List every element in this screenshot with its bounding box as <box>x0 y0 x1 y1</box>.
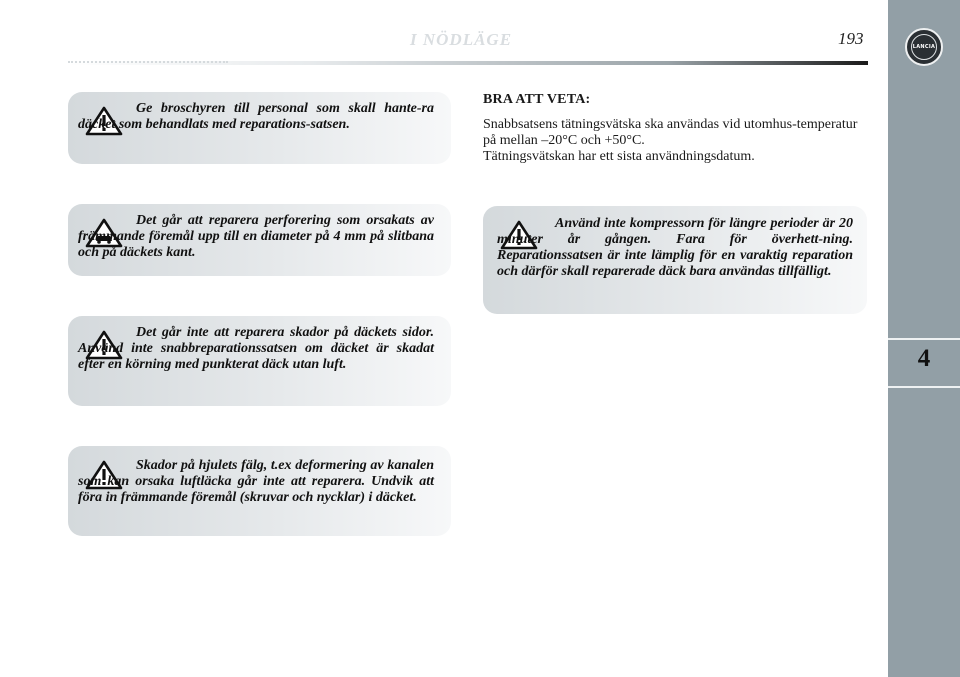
logo-text: LANCIA <box>912 44 936 50</box>
warning-box <box>68 92 451 164</box>
warning-box <box>68 446 451 536</box>
info-body <box>483 117 868 165</box>
section-title: I NÖDLÄGE <box>410 30 513 49</box>
warning-text: Skador på hjulets fälg, t.ex deformering av kanalen som kan orsaka luftläcka går inte att reparera. Undvik att föra in främmande föremål (skruvar och nycklar) i däcket. <box>78 458 434 505</box>
chapter-tab-bottom-line <box>888 386 960 388</box>
warning-box <box>483 206 867 314</box>
chapter-number: 4 <box>917 345 931 372</box>
chapter-tab-top-line <box>888 338 960 340</box>
info-line: Snabbsatsens tätningsvätska ska användas vid utomhus-temperatur på mellan –20°C och +50°C. <box>483 117 858 148</box>
lancia-logo <box>905 28 943 66</box>
header-dotted-rule <box>68 61 228 63</box>
warning-text: Använd inte kompressorn för längre perioder är 20 minuter år gången. Fara för överhett-ning. Reparationssatsen är inte lämplig för en varaktig reparation och därför skall reparerade däck bara användas tillfälligt. <box>497 216 853 279</box>
page-number: 193 <box>838 29 864 48</box>
warning-box <box>68 204 451 276</box>
logo-shield-icon <box>911 34 937 60</box>
warning-text: Det går inte att reparera skador på däckets sidor. Använd inte snabbreparationssatsen om däcket är skadat efter en körning med punkterat däck utan luft. <box>78 325 434 372</box>
chapter-sidebar <box>888 0 960 677</box>
warning-text: Det går att reparera perforering som orsakats av främmande föremål upp till en diameter på 4 mm på slitbana och på däckets kant. <box>78 213 434 260</box>
warning-text: Ge broschyren till personal som skall hante-ra däcket som behandlats med reparations-satsen. <box>78 101 434 132</box>
info-line: Tätningsvätskan har ett sista användningsdatum. <box>483 149 755 164</box>
info-heading: BRA ATT VETA: <box>483 92 591 107</box>
warning-box <box>68 316 451 406</box>
